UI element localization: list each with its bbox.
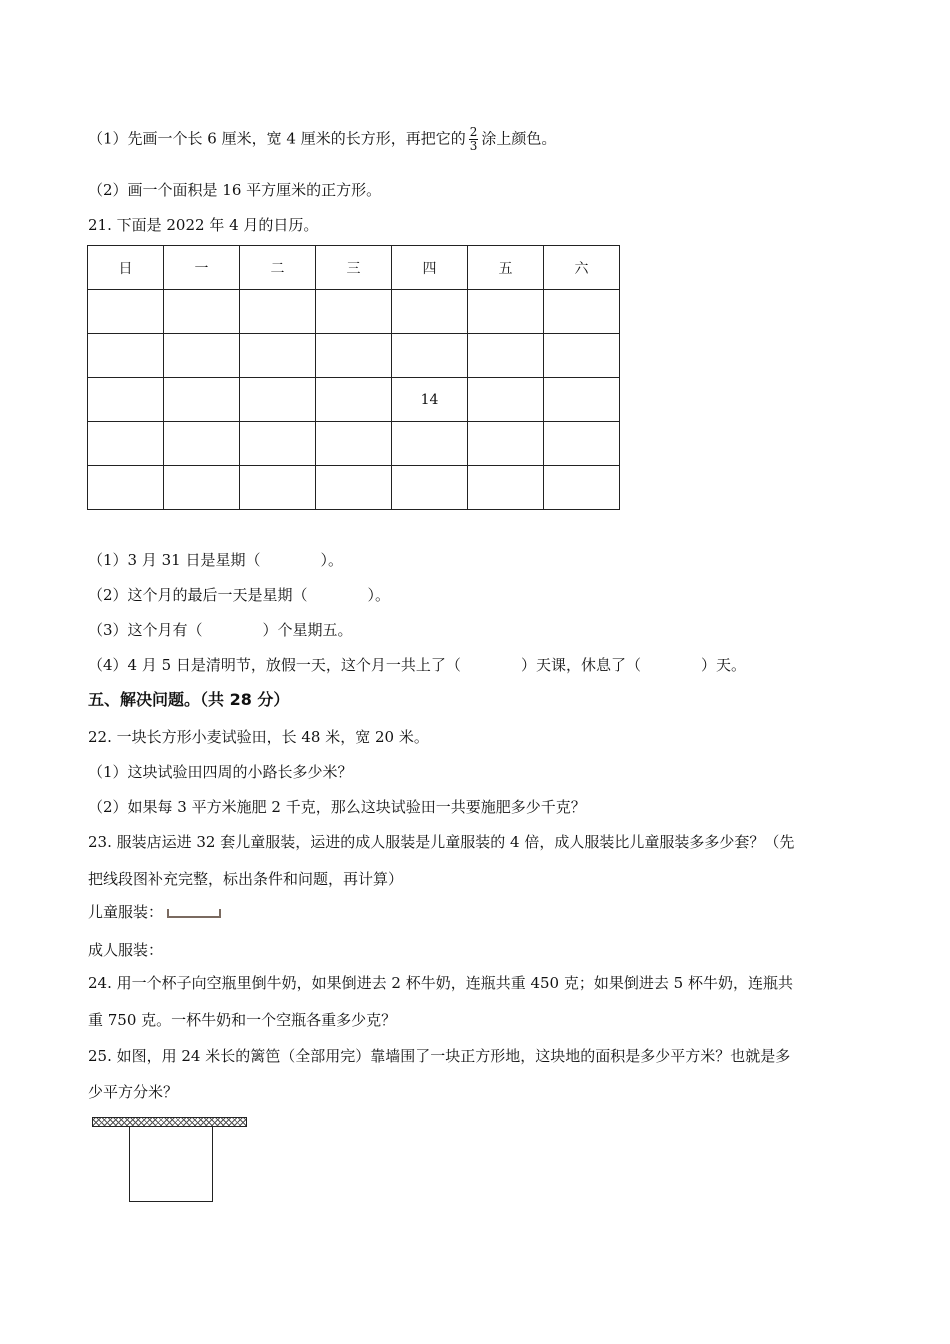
calendar-cell bbox=[316, 466, 392, 510]
q23-line2: 把线段图补充完整，标出条件和问题，再计算） bbox=[88, 870, 404, 888]
q25-line1: 25. 如图，用 24 米长的篱笆（全部用完）靠墙围了一块正方形地，这块地的面积是多少平方米？也就是多 bbox=[88, 1047, 791, 1065]
q24-line2: 重 750 克。一杯牛奶和一个空瓶各重多少克？ bbox=[88, 1011, 397, 1029]
calendar-week-row bbox=[88, 378, 620, 422]
calendar-cell bbox=[240, 422, 316, 466]
weekday-wed: 三 bbox=[316, 246, 392, 290]
line-segment-diagram bbox=[167, 908, 221, 918]
calendar-cell bbox=[88, 422, 164, 466]
weekday-mon: 一 bbox=[164, 246, 240, 290]
q21-sub4-end: ）天。 bbox=[700, 656, 746, 674]
calendar-cell bbox=[316, 334, 392, 378]
calendar-week-row bbox=[88, 290, 620, 334]
weekday-tue: 二 bbox=[240, 246, 316, 290]
calendar-cell bbox=[468, 422, 544, 466]
weekday-fri: 五 bbox=[468, 246, 544, 290]
calendar-cell bbox=[392, 290, 468, 334]
square-plot-figure bbox=[129, 1126, 213, 1202]
calendar-cell bbox=[164, 334, 240, 378]
q22-title: 22. 一块长方形小麦试验田，长 48 米，宽 20 米。 bbox=[88, 728, 429, 746]
weekday-sun: 日 bbox=[88, 246, 164, 290]
q21-title: 21. 下面是 2022 年 4 月的日历。 bbox=[88, 216, 319, 234]
calendar-cell bbox=[240, 378, 316, 422]
calendar-cell bbox=[88, 334, 164, 378]
calendar-cell bbox=[316, 422, 392, 466]
q20-part2: （2）画一个面积是 16 平方厘米的正方形。 bbox=[88, 181, 382, 199]
calendar-cell bbox=[392, 334, 468, 378]
q20-part1-text-end: 涂上颜色。 bbox=[481, 129, 557, 148]
section-heading: 五、解决问题。（共 28 分） bbox=[88, 690, 290, 709]
calendar-cell bbox=[468, 290, 544, 334]
calendar-cell bbox=[316, 378, 392, 422]
q21-sub1-end: ）。 bbox=[320, 551, 343, 569]
calendar-cell bbox=[468, 378, 544, 422]
calendar-cell bbox=[164, 466, 240, 510]
q23-adult-row bbox=[88, 940, 163, 960]
calendar-cell bbox=[544, 334, 620, 378]
calendar-cell bbox=[240, 334, 316, 378]
child-clothing-label: 儿童服装： bbox=[88, 903, 164, 921]
calendar-cell bbox=[88, 378, 164, 422]
calendar-cell bbox=[316, 290, 392, 334]
calendar-week-row bbox=[88, 466, 620, 510]
q21-sub2 bbox=[88, 585, 390, 605]
calendar-cell bbox=[164, 290, 240, 334]
fraction-numerator: 2 bbox=[469, 125, 478, 139]
q21-sub4-mid: ）天课，休息了（ bbox=[520, 656, 641, 674]
fraction-denominator: 3 bbox=[469, 139, 478, 153]
q20-part1 bbox=[88, 126, 556, 153]
q25-line2: 少平方分米？ bbox=[88, 1083, 179, 1101]
calendar-cell-marked: 14 bbox=[392, 378, 468, 422]
q21-sub4 bbox=[88, 655, 746, 675]
calendar-cell bbox=[392, 422, 468, 466]
weekday-sat: 六 bbox=[544, 246, 620, 290]
q23-child-row bbox=[88, 902, 221, 922]
q22-part2: （2）如果每 3 平方米施肥 2 千克，那么这块试验田一共要施肥多少千克？ bbox=[88, 798, 586, 816]
calendar-cell bbox=[164, 378, 240, 422]
q21-sub1 bbox=[88, 550, 343, 570]
q20-part1-text: （1）先画一个长 6 厘米，宽 4 厘米的长方形，再把它的 bbox=[88, 129, 466, 148]
calendar-cell bbox=[468, 466, 544, 510]
calendar-cell bbox=[544, 378, 620, 422]
calendar-cell bbox=[164, 422, 240, 466]
q21-sub4-text: （4）4 月 5 日是清明节，放假一天，这个月一共上了（ bbox=[88, 656, 461, 674]
weekday-thu: 四 bbox=[392, 246, 468, 290]
calendar-week-row bbox=[88, 334, 620, 378]
calendar-table bbox=[87, 245, 620, 510]
fraction bbox=[469, 126, 479, 153]
adult-clothing-label: 成人服装： bbox=[88, 941, 164, 959]
q23-line1: 23. 服装店运进 32 套儿童服装，运进的成人服装是儿童服装的 4 倍，成人服装比儿童服装多多少套？（先 bbox=[88, 833, 795, 851]
q24-line1: 24. 用一个杯子向空瓶里倒牛奶，如果倒进去 2 杯牛奶，连瓶共重 450 克；如果倒进去 5 杯牛奶，连瓶共 bbox=[88, 974, 793, 992]
q22-part1: （1）这块试验田四周的小路长多少米？ bbox=[88, 763, 353, 781]
calendar-week-row bbox=[88, 422, 620, 466]
q21-sub2-end: ）。 bbox=[367, 586, 391, 604]
calendar-cell bbox=[544, 466, 620, 510]
calendar-cell bbox=[240, 466, 316, 510]
calendar-cell bbox=[88, 290, 164, 334]
calendar-cell bbox=[392, 466, 468, 510]
calendar-cell bbox=[468, 334, 544, 378]
calendar-cell bbox=[544, 422, 620, 466]
q21-sub1-text: （1）3 月 31 日是星期（ bbox=[88, 551, 261, 569]
calendar-cell bbox=[88, 466, 164, 510]
q21-sub2-text: （2）这个月的最后一天是星期（ bbox=[88, 586, 308, 604]
calendar-header-row bbox=[88, 246, 620, 290]
q21-sub3 bbox=[88, 620, 353, 640]
calendar-cell bbox=[544, 290, 620, 334]
q21-sub3-end: ）个星期五。 bbox=[262, 621, 353, 639]
q21-sub3-text: （3）这个月有（ bbox=[88, 621, 203, 639]
calendar-cell bbox=[240, 290, 316, 334]
